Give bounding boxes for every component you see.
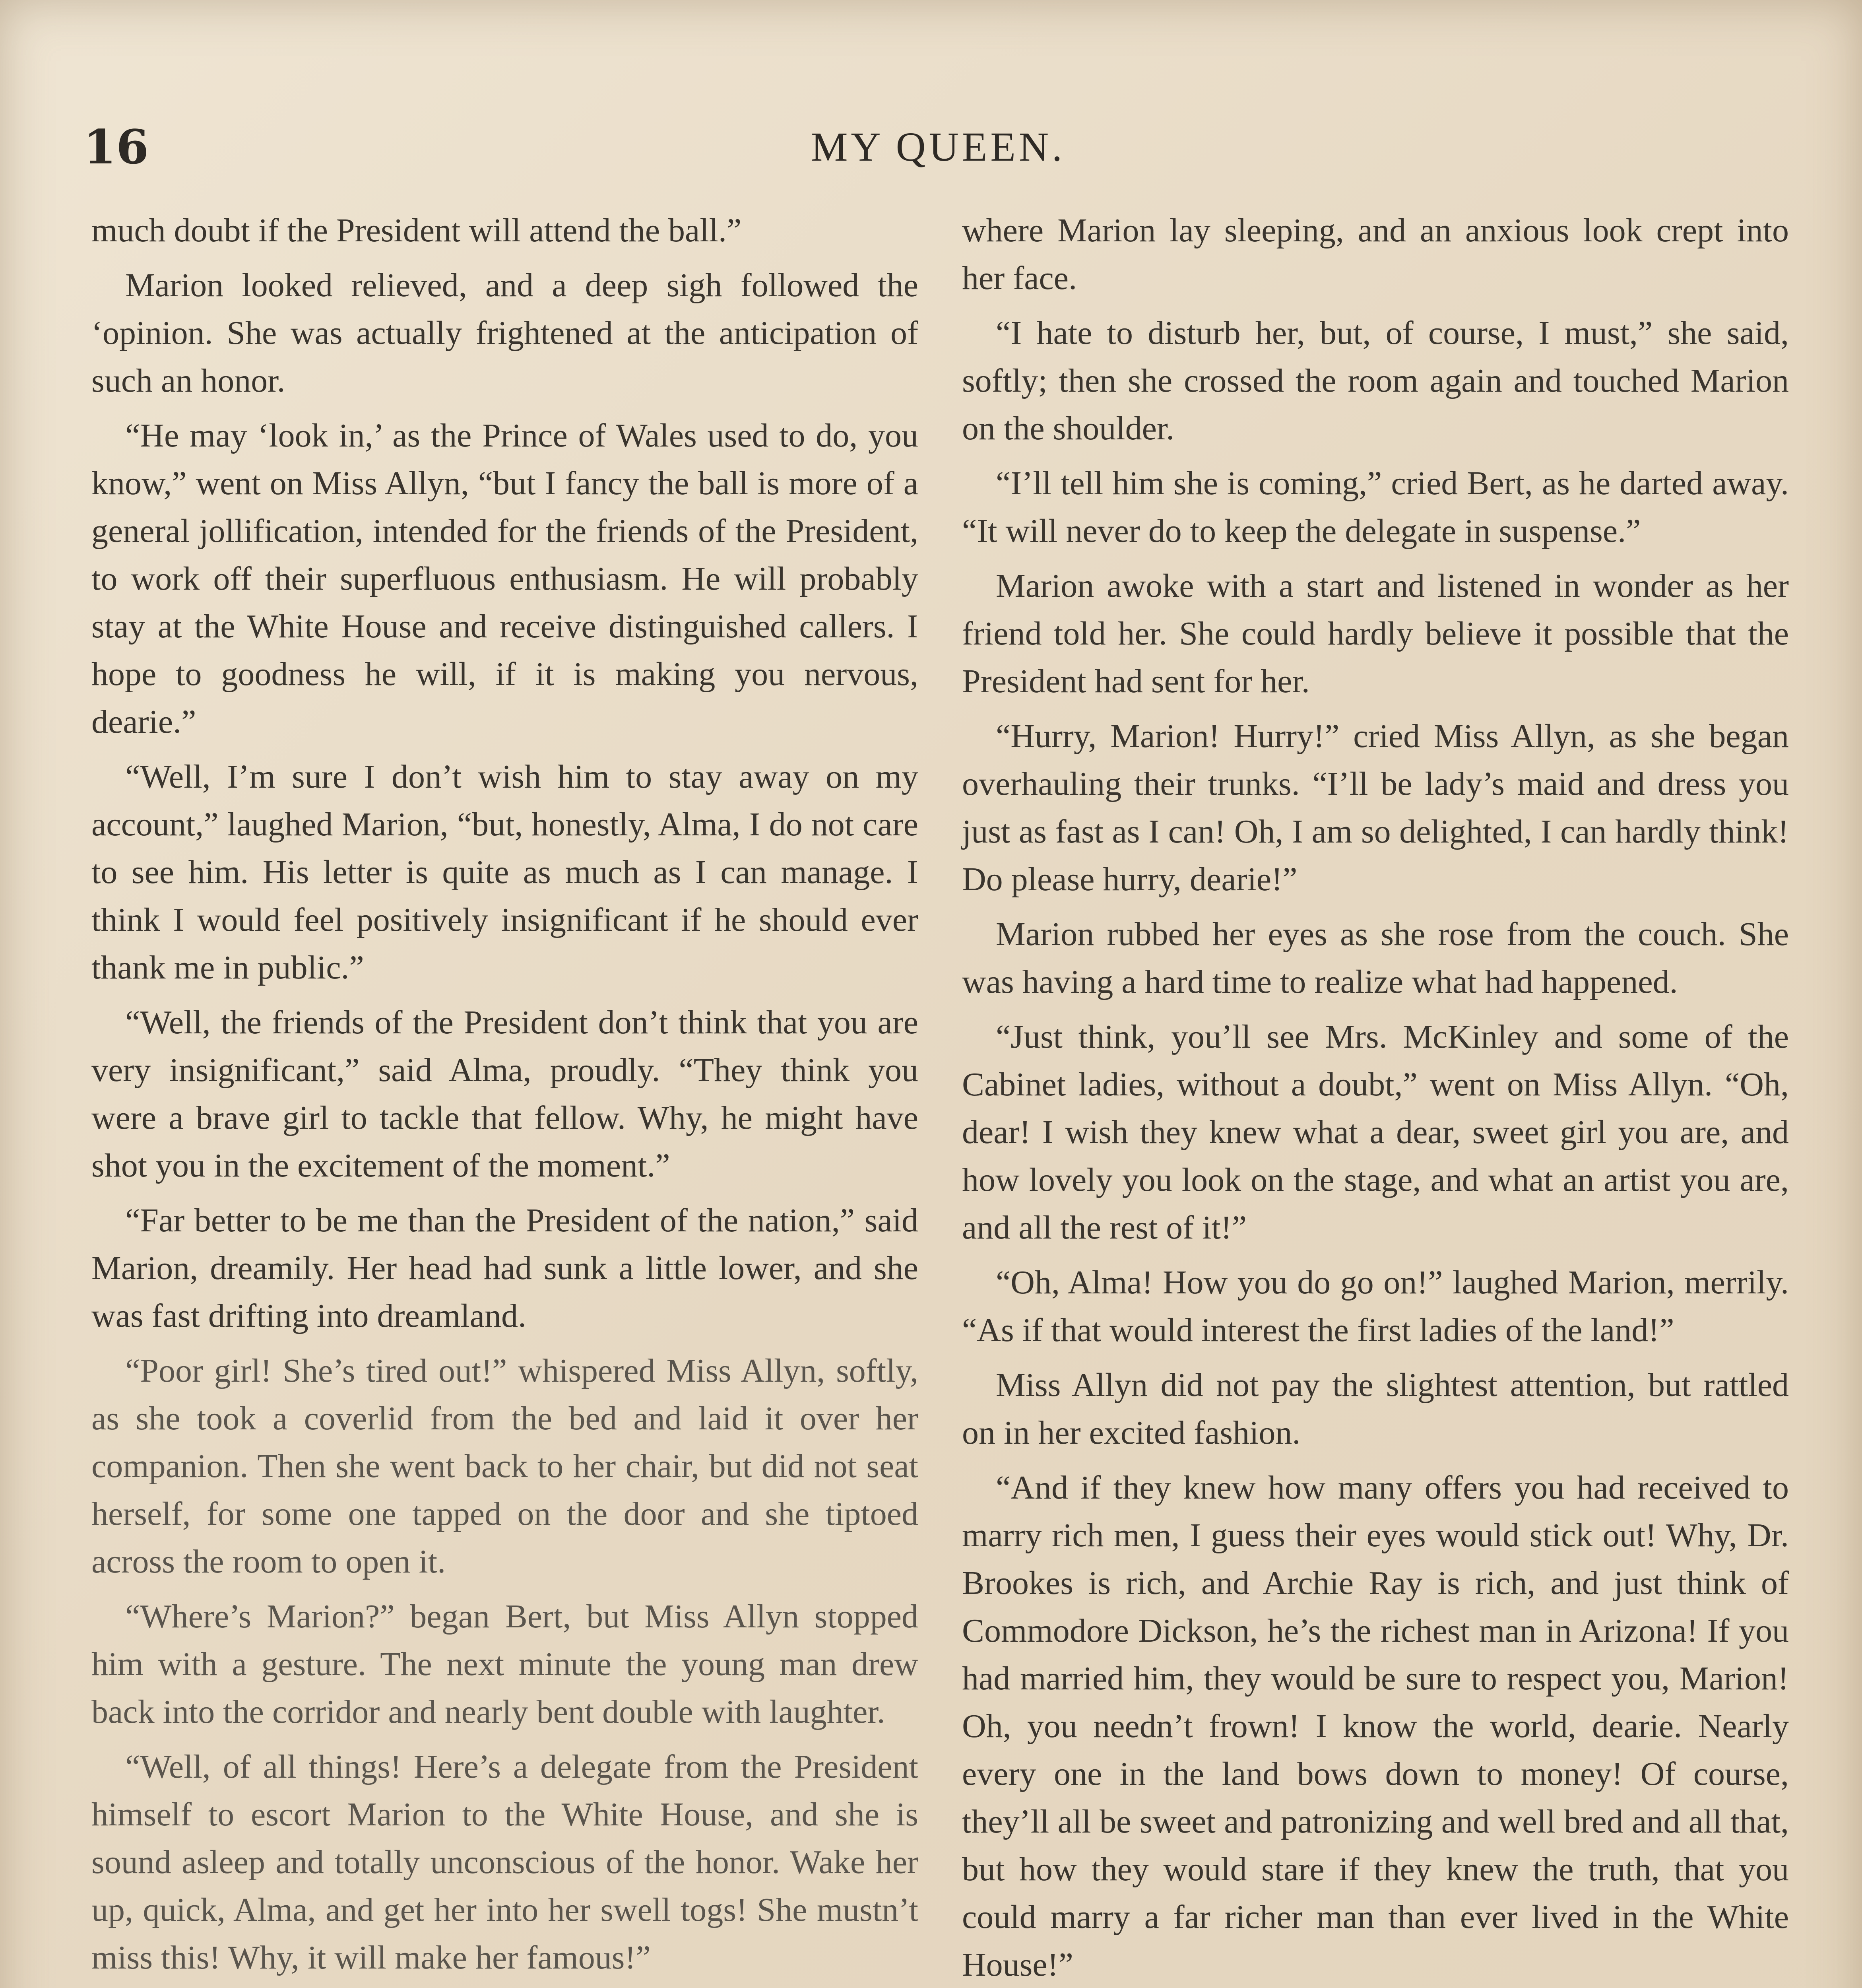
paragraph: “I hate to disturb her, but, of course, I must,” she said, softly; then she crossed the room again and touched Marion on the shoulder. [962,315,1789,447]
paragraph: Marion looked relieved, and a deep sigh followed the ‘opinion. She was actually frightened at the anticipation of such an honor. [91,267,918,399]
paragraph: Miss Allyn did not pay the slightest attention, but rattled on in her excited fashion. [962,1367,1789,1451]
paragraph: much doubt if the President will attend the ball.” [91,212,742,249]
paragraph: “And if they knew how many offers you had received to marry rich men, I guess their eyes would stick out! Why, Dr. Brookes is rich, and Archie Ray is rich, and just think of Commodore Dickson, he’s the richest man in Arizona! If you had married him, they would be sure to respect you, Marion! Oh, you needn’t frown! I know the world, dearie. Nearly every one in the land bows down to money! Of course, they’ll all be sweet and patronizing and well bred and all that, but how they would stare if they knew the truth, that you could marry a far richer man than ever lived in the White House!” [962,1469,1789,1983]
paragraph: “Far better to be me than the President of the nation,” said Marion, dreamily. Her head had sunk a little lower, and she was fast drifting into dreamland. [91,1202,918,1334]
paragraph: “Hurry, Marion! Hurry!” cried Miss Allyn, as she began overhauling their trunks. “I’ll be lady’s maid and dress you just as fast as I can! Oh, I am so delighted, I can hardly think! Do please hurry, dearie!” [962,718,1789,898]
paragraph: “Poor girl! She’s tired out!” whispered Miss Allyn, softly, as she took a coverlid from the bed and laid it over her companion. Then she went back to her chair, but did not seat herself, for some one tapped on the door and she tiptoed across the room to open it. [91,1352,918,1580]
paragraph: “He may ‘look in,’ as the Prince of Wales used to do, you know,” went on Miss Allyn, “but I fancy the ball is more of a general jollification, intended for the friends of the President, to work off their superfluous enthusiasm. He will probably stay at the White House and receive distinguished callers. I hope to goodness he will, if it is making you nervous, dearie.” [91,417,918,740]
running-title: MY QUEEN. [811,124,1066,170]
paragraph: “Well, the friends of the President don’t think that you are very insignificant,” said Alma, proudly. “They think you were a brave girl to tackle that fellow. Why, he might have shot you in the excitement of the moment.” [91,1004,918,1184]
paragraph: “Well, of all things! Here’s a delegate from the President himself to escort Marion to the White House, and she is sound asleep and totally unconscious of the honor. Wake her up, quick, Alma, and get her into her swell togs! She mustn’t miss this! Why, it will make her famous!” [91,1748,918,1976]
left-column [91,207,918,1988]
right-column [962,207,1789,1988]
paragraph: “Where’s Marion?” began Bert, but Miss Allyn stopped him with a gesture. The next minute the young man drew back into the corridor and nearly bent double with laughter. [91,1598,918,1730]
paragraph: “I’ll tell him she is coming,” cried Bert, as he darted away. “It will never do to keep the delegate in suspense.” [962,465,1789,549]
paragraph: Marion awoke with a start and listened in wonder as her friend told her. She could hardly believe it possible that the President had sent for her. [962,567,1789,700]
paragraph: “Oh, Alma! How you do go on!” laughed Marion, merrily. “As if that would interest the first ladies of the land!” [962,1264,1789,1349]
paragraph: Marion rubbed her eyes as she rose from the couch. She was having a hard time to realize what had happened. [962,916,1789,1000]
paragraph: where Marion lay sleeping, and an anxious look crept into her face. [962,212,1789,297]
page-header [83,119,1793,191]
page-number: 16 [83,119,149,175]
paragraph: “Just think, you’ll see Mrs. McKinley and some of the Cabinet ladies, without a doubt,” went on Miss Allyn. “Oh, dear! I wish they knew what a dear, sweet girl you are, and how lovely you look on the stage, and what an artist you are, and all the rest of it!” [962,1018,1789,1246]
paragraph: “Well, I’m sure I don’t wish him to stay away on my account,” laughed Marion, “but, honestly, Alma, I do not care to see him. His letter is quite as much as I can manage. I think I would feel positively insignificant if he should ever thank me in public.” [91,758,918,986]
